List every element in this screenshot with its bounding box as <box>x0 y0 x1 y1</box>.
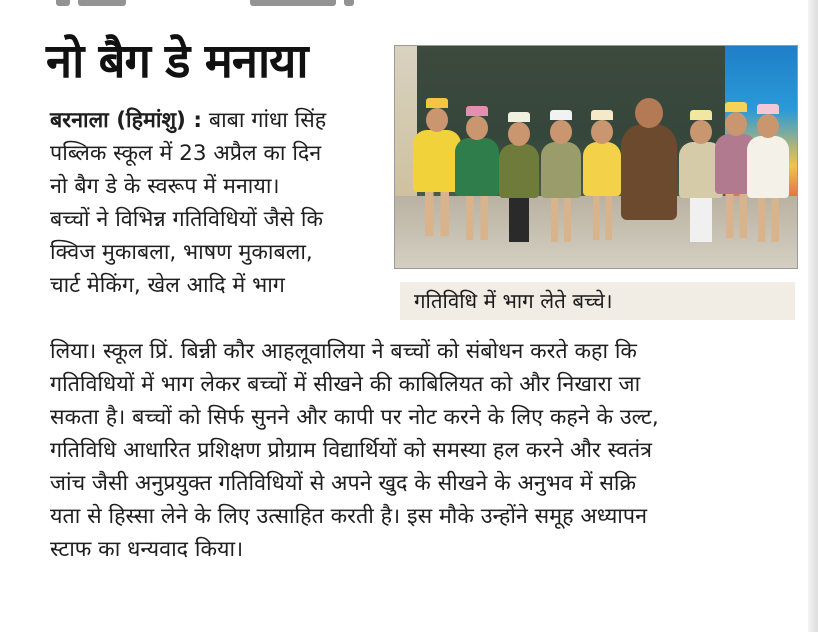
article-headline: नो बैग डे मनाया <box>46 34 308 89</box>
child-figure <box>747 136 789 198</box>
body-line: क्विज मुकाबला, भाषण मुकाबला, <box>50 240 313 265</box>
child-figure <box>541 142 581 198</box>
body-line: नो बैग डे के स्वरूप में मनाया। <box>50 174 280 199</box>
body-line: यता से हिस्सा लेने के लिए उत्साहित करती है। इस मौके उन्होंने समूह अध्यापन <box>50 504 648 529</box>
news-photo <box>394 45 798 269</box>
photo-caption: गतिविधि में भाग लेते बच्चे। <box>414 289 613 313</box>
article-body-full <box>50 335 800 566</box>
body-line: गतिविधियों में भाग लेकर बच्चों में सीखने की काबिलियत को और निखारा जा <box>50 372 641 397</box>
body-line: लिया। स्कूल प्रिं. बिन्नी कौर आहलूवालिया ने बच्चों को संबोधन करते कहा कि <box>50 339 637 364</box>
dateline: बरनाला (हिमांशु) : <box>50 108 202 133</box>
child-figure <box>455 138 499 196</box>
child-figure <box>583 142 621 196</box>
child-figure <box>499 144 539 198</box>
body-line: गतिविधि आधारित प्रशिक्षण प्रोग्राम विद्यार्थियों को समस्या हल करने और स्वतंत्र <box>50 438 653 463</box>
body-line: सकता है। बच्चों को सिर्फ सुनने और कापी पर नोट करने के लिए कहने के उल्ट, <box>50 405 659 430</box>
previous-article-fragment <box>0 0 818 8</box>
teacher-figure <box>621 124 677 220</box>
article-body-narrow <box>50 104 390 302</box>
body-line: स्टाफ का धन्यवाद किया। <box>50 537 244 562</box>
body-line: चार्ट मेकिंग, खेल आदि में भाग <box>50 273 285 298</box>
child-figure <box>413 130 461 192</box>
body-line: पब्लिक स्कूल में 23 अप्रैल का दिन <box>50 141 322 166</box>
body-line: जांच जैसी अनुप्रयुक्त गतिविधियों से अपने खुद के सीखने के अनुभव में सक्रि <box>50 471 637 496</box>
page-edge <box>808 0 818 632</box>
body-line <box>50 104 390 137</box>
body-line: बच्चों ने विभिन्न गतिविधियों जैसे कि <box>50 207 324 232</box>
body-line-text: बाबा गांधा सिंह <box>208 108 327 133</box>
